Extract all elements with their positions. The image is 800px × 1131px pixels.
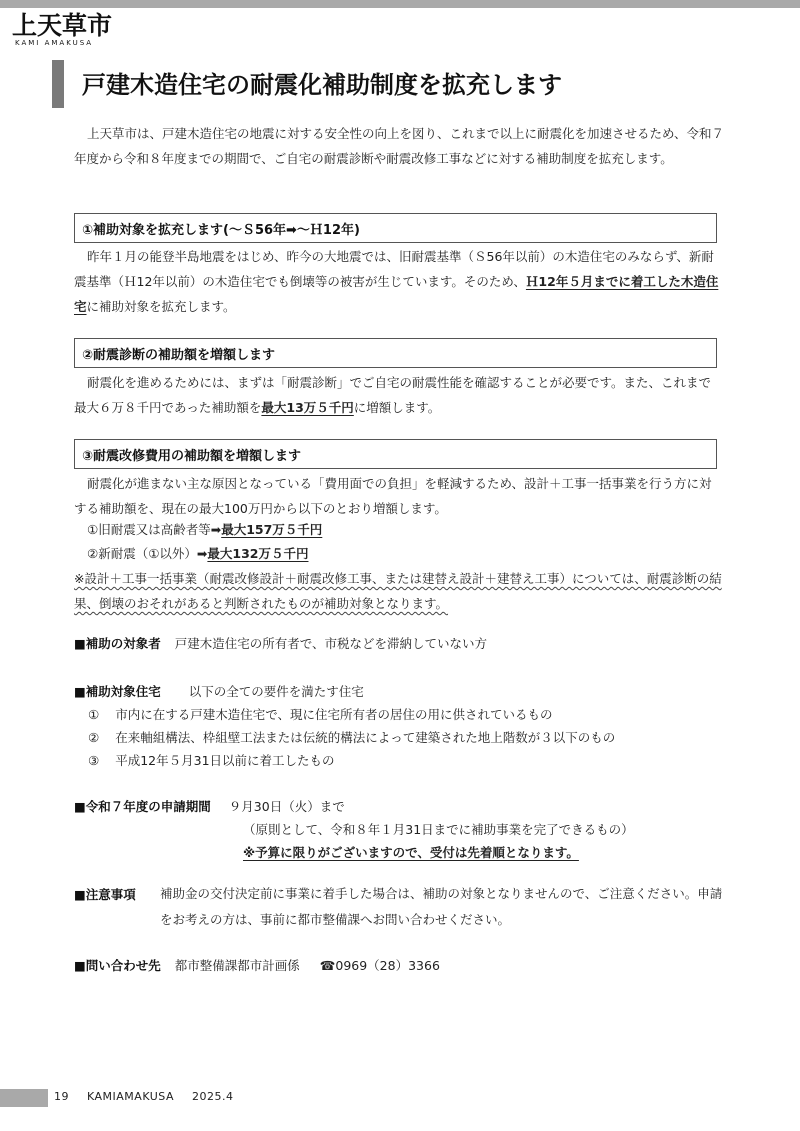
section-1-text-end: に補助対象を拡充します。 — [86, 299, 236, 314]
logo-subtext: KAMI AMAKUSA — [15, 39, 94, 47]
target-house-label: ■補助対象住宅 — [74, 684, 161, 699]
target-person-label: ■補助の対象者 — [74, 636, 161, 651]
target-house-item-2 — [88, 726, 615, 749]
section-2-text: 耐震化を進めるためには、まずは「耐震診断」でご自宅の耐震性能を確認することが必要です。また、これまで最大６万８千円であった補助額を — [74, 375, 712, 415]
item-2-value: 最大132万５千円 — [207, 546, 309, 561]
section-1-heading-box — [74, 213, 717, 243]
item-text: 在来軸組構法、枠組壁工法または伝統的構法によって建築された地上階数が３以下のもの — [115, 730, 616, 745]
item-1-label: ①旧耐震又は高齢者等➡ — [87, 522, 222, 537]
contact-label: ■問い合わせ先 — [74, 958, 161, 973]
period-note: （原則として、令和８年１月31日までに補助事業を完了できるもの） — [243, 822, 634, 837]
period-row — [74, 796, 345, 818]
item-number: ① — [88, 707, 100, 722]
footer-bar — [0, 1089, 48, 1107]
issue-date: 2025.4 — [192, 1090, 234, 1103]
section-3-item-2 — [87, 543, 308, 565]
item-text: 平成12年５月31日以前に着工したもの — [115, 753, 335, 768]
section-3-heading-box — [74, 439, 717, 469]
caution-label-text: ■注意事項 — [74, 887, 136, 902]
item-1-value: 最大157万５千円 — [221, 522, 323, 537]
section-1-heading: ①補助対象を拡充します(～Ｓ56年➡～Ｈ12年) — [82, 223, 360, 238]
footer — [54, 1090, 248, 1103]
section-2-body — [74, 370, 720, 420]
target-person-text: 戸建木造住宅の所有者で、市税などを滞納していない方 — [174, 636, 488, 651]
period-warning: ※予算に限りがございますので、受付は先着順となります。 — [243, 845, 579, 860]
section-3-note: ※設計＋工事一括事業（耐震改修設計＋耐震改修工事、または建替え設計＋建替え工事）については、耐震診断の結果、倒壊のおそれがあると判断されたものが補助対象となります。 — [74, 571, 722, 611]
period-label: ■令和７年度の申請期間 — [74, 799, 211, 814]
section-3-body: 耐震化が進まない主な原因となっている「費用面での負担」を軽減するため、設計＋工事一括事業を行う方に対する補助額を、現在の最大100万円から以下のとおり増額します。 — [74, 476, 712, 516]
target-house-item-3 — [88, 749, 335, 772]
target-house-row — [74, 681, 364, 703]
masthead-logo — [12, 12, 122, 52]
caution-text: 補助金の交付決定前に事業に着手した場合は、補助の対象となりませんので、ご注意ください。申請をお考えの方は、事前に都市整備課へお問い合わせください。 — [160, 886, 723, 927]
magazine-name: KAMIAMAKUSA — [87, 1090, 175, 1103]
section-2-heading: ②耐震診断の補助額を増額します — [82, 348, 276, 363]
top-bar — [0, 0, 800, 8]
item-number: ② — [88, 730, 100, 745]
item-number: ③ — [88, 753, 100, 768]
item-2-label: ②新耐震（①以外）➡ — [87, 546, 208, 561]
title-accent-bar — [52, 60, 64, 108]
page-number: 19 — [54, 1090, 69, 1103]
target-person-row — [74, 633, 487, 655]
section-3-heading: ③耐震改修費用の補助額を増額します — [82, 449, 302, 464]
section-2-emphasis: 最大13万５千円 — [261, 400, 354, 415]
section-3-item-1 — [87, 519, 322, 541]
logo-text: 上天草市 — [12, 11, 113, 40]
period-date: ９月30日（火）まで — [228, 799, 345, 814]
target-house-text: 以下の全ての要件を満たす住宅 — [188, 684, 364, 699]
section-1-text: 昨年１月の能登半島地震をはじめ、昨今の大地震では、旧耐震基準（Ｓ56年以前）の木造住宅のみならず、新耐震基準（Ｈ12年以前）の木造住宅でも倒壊等の被害が生じています。そのため、 — [74, 249, 714, 289]
contact-phone: ☎0969（28）3366 — [319, 958, 440, 973]
section-2-heading-box — [74, 338, 717, 368]
target-house-item-1 — [88, 703, 552, 726]
section-2-text-end: に増額します。 — [353, 400, 441, 415]
section-1-body — [74, 244, 720, 319]
section-1-emphasis: Ｈ12年５月までに着工した木造住宅 — [74, 274, 719, 314]
item-text: 市内に在する戸建木造住宅で、現に住宅所有者の居住の用に供されているもの — [115, 707, 553, 722]
caution-label — [74, 884, 136, 906]
page-title-block — [52, 60, 752, 108]
intro-paragraph: 上天草市は、戸建木造住宅の地震に対する安全性の向上を図り、これまで以上に耐震化を加速させるため、令和７年度から令和８年度までの期間で、ご自宅の耐震診断や耐震改修工事などに対する補助制度を拡充します。 — [74, 126, 725, 166]
page-title: 戸建木造住宅の耐震化補助制度を拡充します — [82, 71, 562, 99]
contact-row — [74, 955, 440, 977]
contact-dept: 都市整備課都市計画係 — [174, 958, 300, 973]
